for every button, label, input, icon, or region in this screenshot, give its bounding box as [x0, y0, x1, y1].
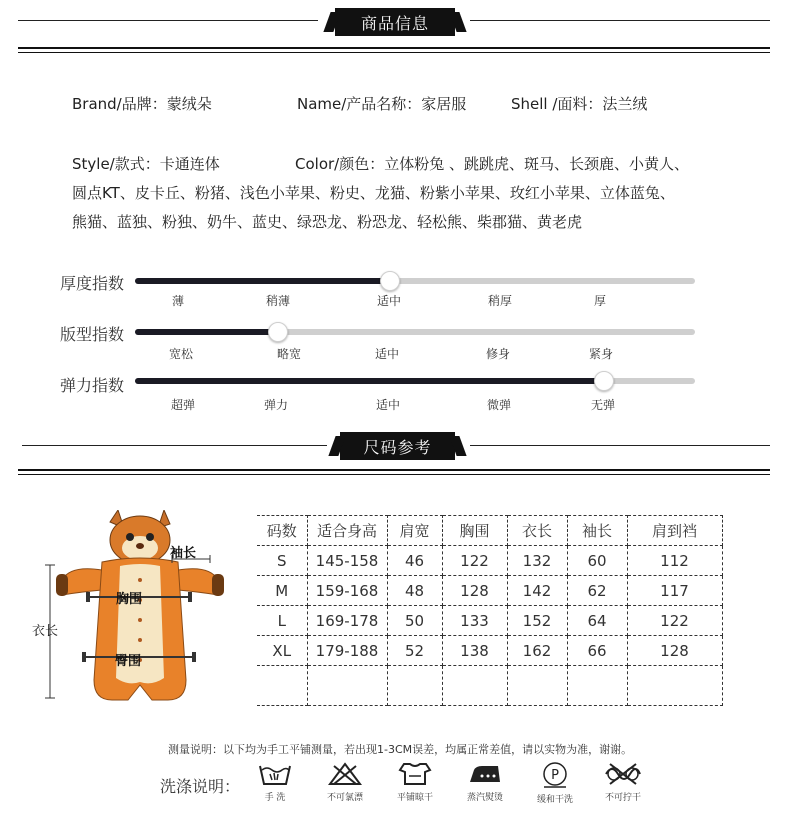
table-cell: 64 [567, 606, 627, 636]
table-cell: 142 [507, 576, 567, 606]
index-tick: 适中 [374, 347, 400, 361]
table-header-cell: 肩到裆 [627, 516, 722, 546]
index-fill [135, 329, 278, 335]
brand-text: Brand/品牌：蒙绒朵 [72, 95, 212, 113]
length-label: 衣长 [32, 624, 59, 639]
wash-title: 洗涤说明： [160, 777, 241, 796]
index-tick: 弹力 [263, 398, 289, 412]
wash-label: 缓和干洗 [536, 795, 573, 805]
flat-dry-icon [398, 762, 432, 786]
index-label: 厚度指数 [60, 274, 125, 293]
table-row [257, 546, 722, 576]
header-divider-thin [18, 52, 770, 53]
table-cell: 128 [627, 636, 722, 666]
table-header-cell: 袖长 [567, 516, 627, 546]
product-info-title: 商品信息 [335, 8, 455, 36]
table-row [257, 576, 722, 606]
table-cell: 169-178 [307, 606, 387, 636]
wash-label: 蒸汽熨烫 [466, 793, 503, 803]
table-cell: 50 [387, 606, 442, 636]
index-tick: 超弹 [170, 398, 196, 412]
index-tick: 稍薄 [265, 294, 291, 308]
table-header-cell: 胸围 [442, 516, 507, 546]
table-header-cell: 适合身高 [307, 516, 387, 546]
index-tick: 宽松 [168, 347, 194, 361]
table-cell: M [257, 576, 307, 606]
table-cell: 46 [387, 546, 442, 576]
table-cell [257, 666, 307, 706]
header-rule-left [18, 20, 318, 21]
index-tick: 微弹 [486, 398, 512, 412]
table-cell [627, 666, 722, 706]
no-bleach-icon [328, 762, 362, 786]
table-cell: 152 [507, 606, 567, 636]
index-tick: 稍厚 [487, 294, 513, 308]
wash-item [310, 762, 380, 803]
table-cell: 112 [627, 546, 722, 576]
wash-label: 平铺晾干 [396, 793, 433, 803]
table-cell [387, 666, 442, 706]
table-cell [507, 666, 567, 706]
header-divider-thin [18, 474, 770, 475]
wash-label: 不可氯漂 [326, 793, 363, 803]
table-cell: 117 [627, 576, 722, 606]
table-cell: 138 [442, 636, 507, 666]
name-text: Name/产品名称：家居服 [297, 95, 467, 113]
table-row [257, 606, 722, 636]
table-cell: 48 [387, 576, 442, 606]
header-rule-right [470, 20, 770, 21]
table-cell: 122 [442, 546, 507, 576]
index-tick: 薄 [171, 294, 185, 308]
table-row [257, 636, 722, 666]
table-cell: XL [257, 636, 307, 666]
wash-item [588, 762, 658, 803]
product-info-header [0, 0, 790, 60]
index-track [135, 329, 695, 335]
table-cell: 132 [507, 546, 567, 576]
index-tick: 厚 [593, 294, 607, 308]
no-wring-icon [604, 762, 642, 786]
dry-clean-p-icon [538, 762, 572, 788]
table-cell [442, 666, 507, 706]
size-ref-title: 尺码参考 [340, 432, 455, 460]
header-rule-left [22, 445, 327, 446]
index-label: 弹力指数 [60, 376, 125, 395]
index-knob [380, 271, 400, 291]
index-label: 版型指数 [60, 325, 125, 344]
index-tick: 略宽 [276, 347, 302, 361]
table-cell: 122 [627, 606, 722, 636]
table-cell: 159-168 [307, 576, 387, 606]
wash-label: 手 洗 [264, 793, 286, 803]
index-knob [268, 322, 288, 342]
style-text: Style/款式：卡通连体 [72, 155, 220, 173]
index-fill [135, 378, 604, 384]
index-track [135, 378, 695, 384]
steam-iron-icon [468, 762, 502, 786]
chest-label: 胸围 [116, 592, 143, 607]
table-cell: L [257, 606, 307, 636]
costume-figure [32, 510, 240, 710]
header-rule-right [470, 445, 770, 446]
wash-item [380, 762, 450, 803]
wash-item [240, 762, 310, 803]
index-tick: 无弹 [590, 398, 616, 412]
svg-text:P: P [551, 768, 559, 783]
table-cell: 145-158 [307, 546, 387, 576]
table-cell: 62 [567, 576, 627, 606]
wash-label: 不可拧干 [604, 793, 641, 803]
measurement-note: 测量说明：以下均为手工平铺测量，若出现1-3CM误差，均属正常差值，请以实物为准，谢谢。 [168, 743, 633, 756]
index-knob [594, 371, 614, 391]
table-cell [307, 666, 387, 706]
index-tick: 适中 [376, 294, 402, 308]
table-cell: 66 [567, 636, 627, 666]
index-tick: 紧身 [588, 347, 614, 361]
table-cell: 52 [387, 636, 442, 666]
table-cell: 133 [442, 606, 507, 636]
index-tick: 修身 [485, 347, 511, 361]
color-text-line2: 圆点KT、皮卡丘、粉猪、浅色小苹果、粉史、龙猫、粉紫小苹果、玫红小苹果、立体蓝兔、 [72, 184, 675, 202]
shell-text: Shell /面料：法兰绒 [511, 95, 648, 113]
index-fill [135, 278, 390, 284]
index-tick: 适中 [375, 398, 401, 412]
table-row [257, 666, 722, 706]
header-divider [18, 47, 770, 49]
sleeve-label: 袖长 [170, 546, 197, 561]
color-text-line3: 熊猫、蓝独、粉独、奶牛、蓝史、绿恐龙、粉恐龙、轻松熊、柴郡猫、黄老虎 [72, 213, 583, 231]
table-cell: 162 [507, 636, 567, 666]
size-table [257, 515, 723, 706]
wash-item [520, 762, 590, 805]
table-header-cell: 码数 [257, 516, 307, 546]
table-cell: 128 [442, 576, 507, 606]
table-header-row [257, 516, 722, 546]
table-cell: S [257, 546, 307, 576]
hand-wash-icon [258, 762, 292, 786]
squirrel-costume-icon [40, 510, 240, 710]
index-track [135, 278, 695, 284]
wash-item [450, 762, 520, 803]
hip-label: 臀围 [115, 654, 142, 669]
table-header-cell: 衣长 [507, 516, 567, 546]
table-cell: 60 [567, 546, 627, 576]
table-cell: 179-188 [307, 636, 387, 666]
header-divider [18, 469, 770, 471]
table-header-cell: 肩宽 [387, 516, 442, 546]
color-text-line1: Color/颜色：立体粉兔 、跳跳虎、斑马、长颈鹿、小黄人、 [295, 155, 689, 173]
table-cell [567, 666, 627, 706]
size-ref-header [0, 423, 790, 483]
